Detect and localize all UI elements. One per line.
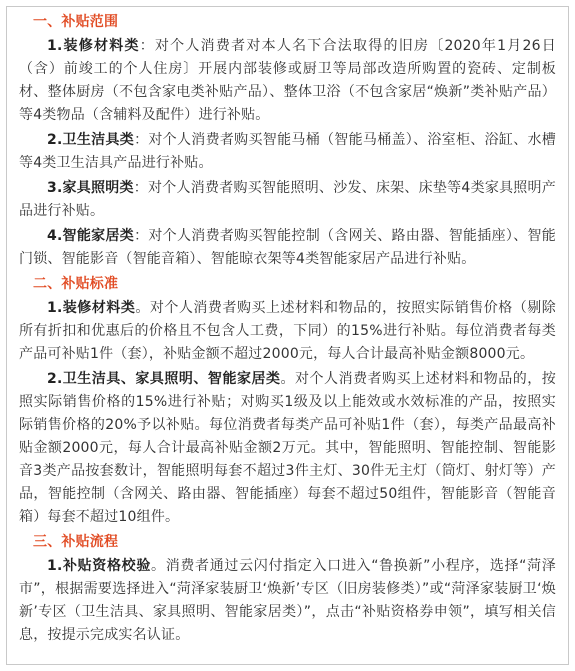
process-paragraph-1: [19, 555, 556, 647]
scope-lead-1: 1.装修材料类: [47, 38, 140, 54]
standard-paragraph-2: [19, 368, 556, 529]
scope-lead-3: 3.家具照明类: [47, 180, 134, 196]
article-content: [7, 7, 568, 647]
scope-text-4: ：对个人消费者购买智能控制（含网关、路由器、智能插座）、智能门锁、智能影音（智能音箱）、智能晾衣架等4类智能家居产品进行补贴。: [19, 228, 557, 267]
scope-text-1: ：对个人消费者对本人名下合法取得的旧房〔2020年1月26日（含）前竣工的个人住房〕开展内部装修或厨卫等局部改造所购置的瓷砖、定制板材、整体厨房（不包含家电类补贴产品）、整体卫浴（不包含家居“焕新”类补贴产品）等4类物品（含辅料及配件）进行补贴。: [19, 38, 556, 123]
process-text-1: 。消费者通过云闪付指定入口进入“鲁换新”小程序，选择“菏泽市”，根据需要选择进入“菏泽家装厨卫‘焕新’专区（旧房装修类）”或“菏泽家装厨卫‘焕新’专区（卫生洁具、家具照明、智能家居类）”，点击“补贴资格券申领”，填写相关信息，按提示完成实名认证。: [19, 558, 556, 643]
section-title-scope: 一、补贴范围: [33, 14, 119, 30]
standard-paragraph-1: [19, 297, 556, 366]
scope-paragraph-2: [19, 129, 556, 175]
scope-text-3: ：对个人消费者购买智能照明、沙发、床架、床垫等4类家具照明产品进行补贴。: [19, 180, 557, 219]
scope-paragraph-3: [19, 177, 556, 223]
article-frame: [6, 6, 569, 665]
process-lead-1: 1.补贴资格校验: [47, 558, 152, 574]
standard-lead-2: 2.卫生洁具、家具照明、智能家居类: [47, 371, 281, 387]
scope-lead-4: 4.智能家居类: [47, 228, 135, 244]
standard-lead-1: 1.装修材料类: [47, 300, 136, 316]
standard-text-2: 。对个人消费者购买上述材料和物品的，按照实际销售价格的15%进行补贴；对购买1级及以上能效或水效标准的产品，按照实际销售价格的20%予以补贴。每位消费者每类产品可补贴1件（套），每类产品最高补贴金额2000元，每人合计最高补贴金额2万元。其中，智能照明、智能控制、智能影音3类产品按套数计，智能照明每套不超过3件主灯、30件无主灯（筒灯、射灯等）产品，智能控制（含网关、路由器、智能插座）每套不超过50组件，智能影音（智能音箱）每套不超过10组件。: [19, 371, 556, 525]
scope-paragraph-1: [19, 35, 556, 127]
section-title-process: 三、补贴流程: [33, 534, 119, 550]
standard-text-1: 。对个人消费者购买上述材料和物品的，按照实际销售价格（剔除所有折扣和优惠后的价格且不包含人工费，下同）的15%进行补贴。每位消费者每类产品可补贴1件（套），补贴金额不超过2000元，每人合计最高补贴金额8000元。: [19, 300, 556, 362]
scope-text-2: ：对个人消费者购买智能马桶（智能马桶盖）、浴室柜、浴缸、水槽等4类卫生洁具产品进行补贴。: [19, 132, 557, 171]
scope-paragraph-4: [19, 225, 556, 271]
section-title-standard: 二、补贴标准: [33, 276, 119, 292]
scope-lead-2: 2.卫生洁具类: [47, 132, 135, 148]
